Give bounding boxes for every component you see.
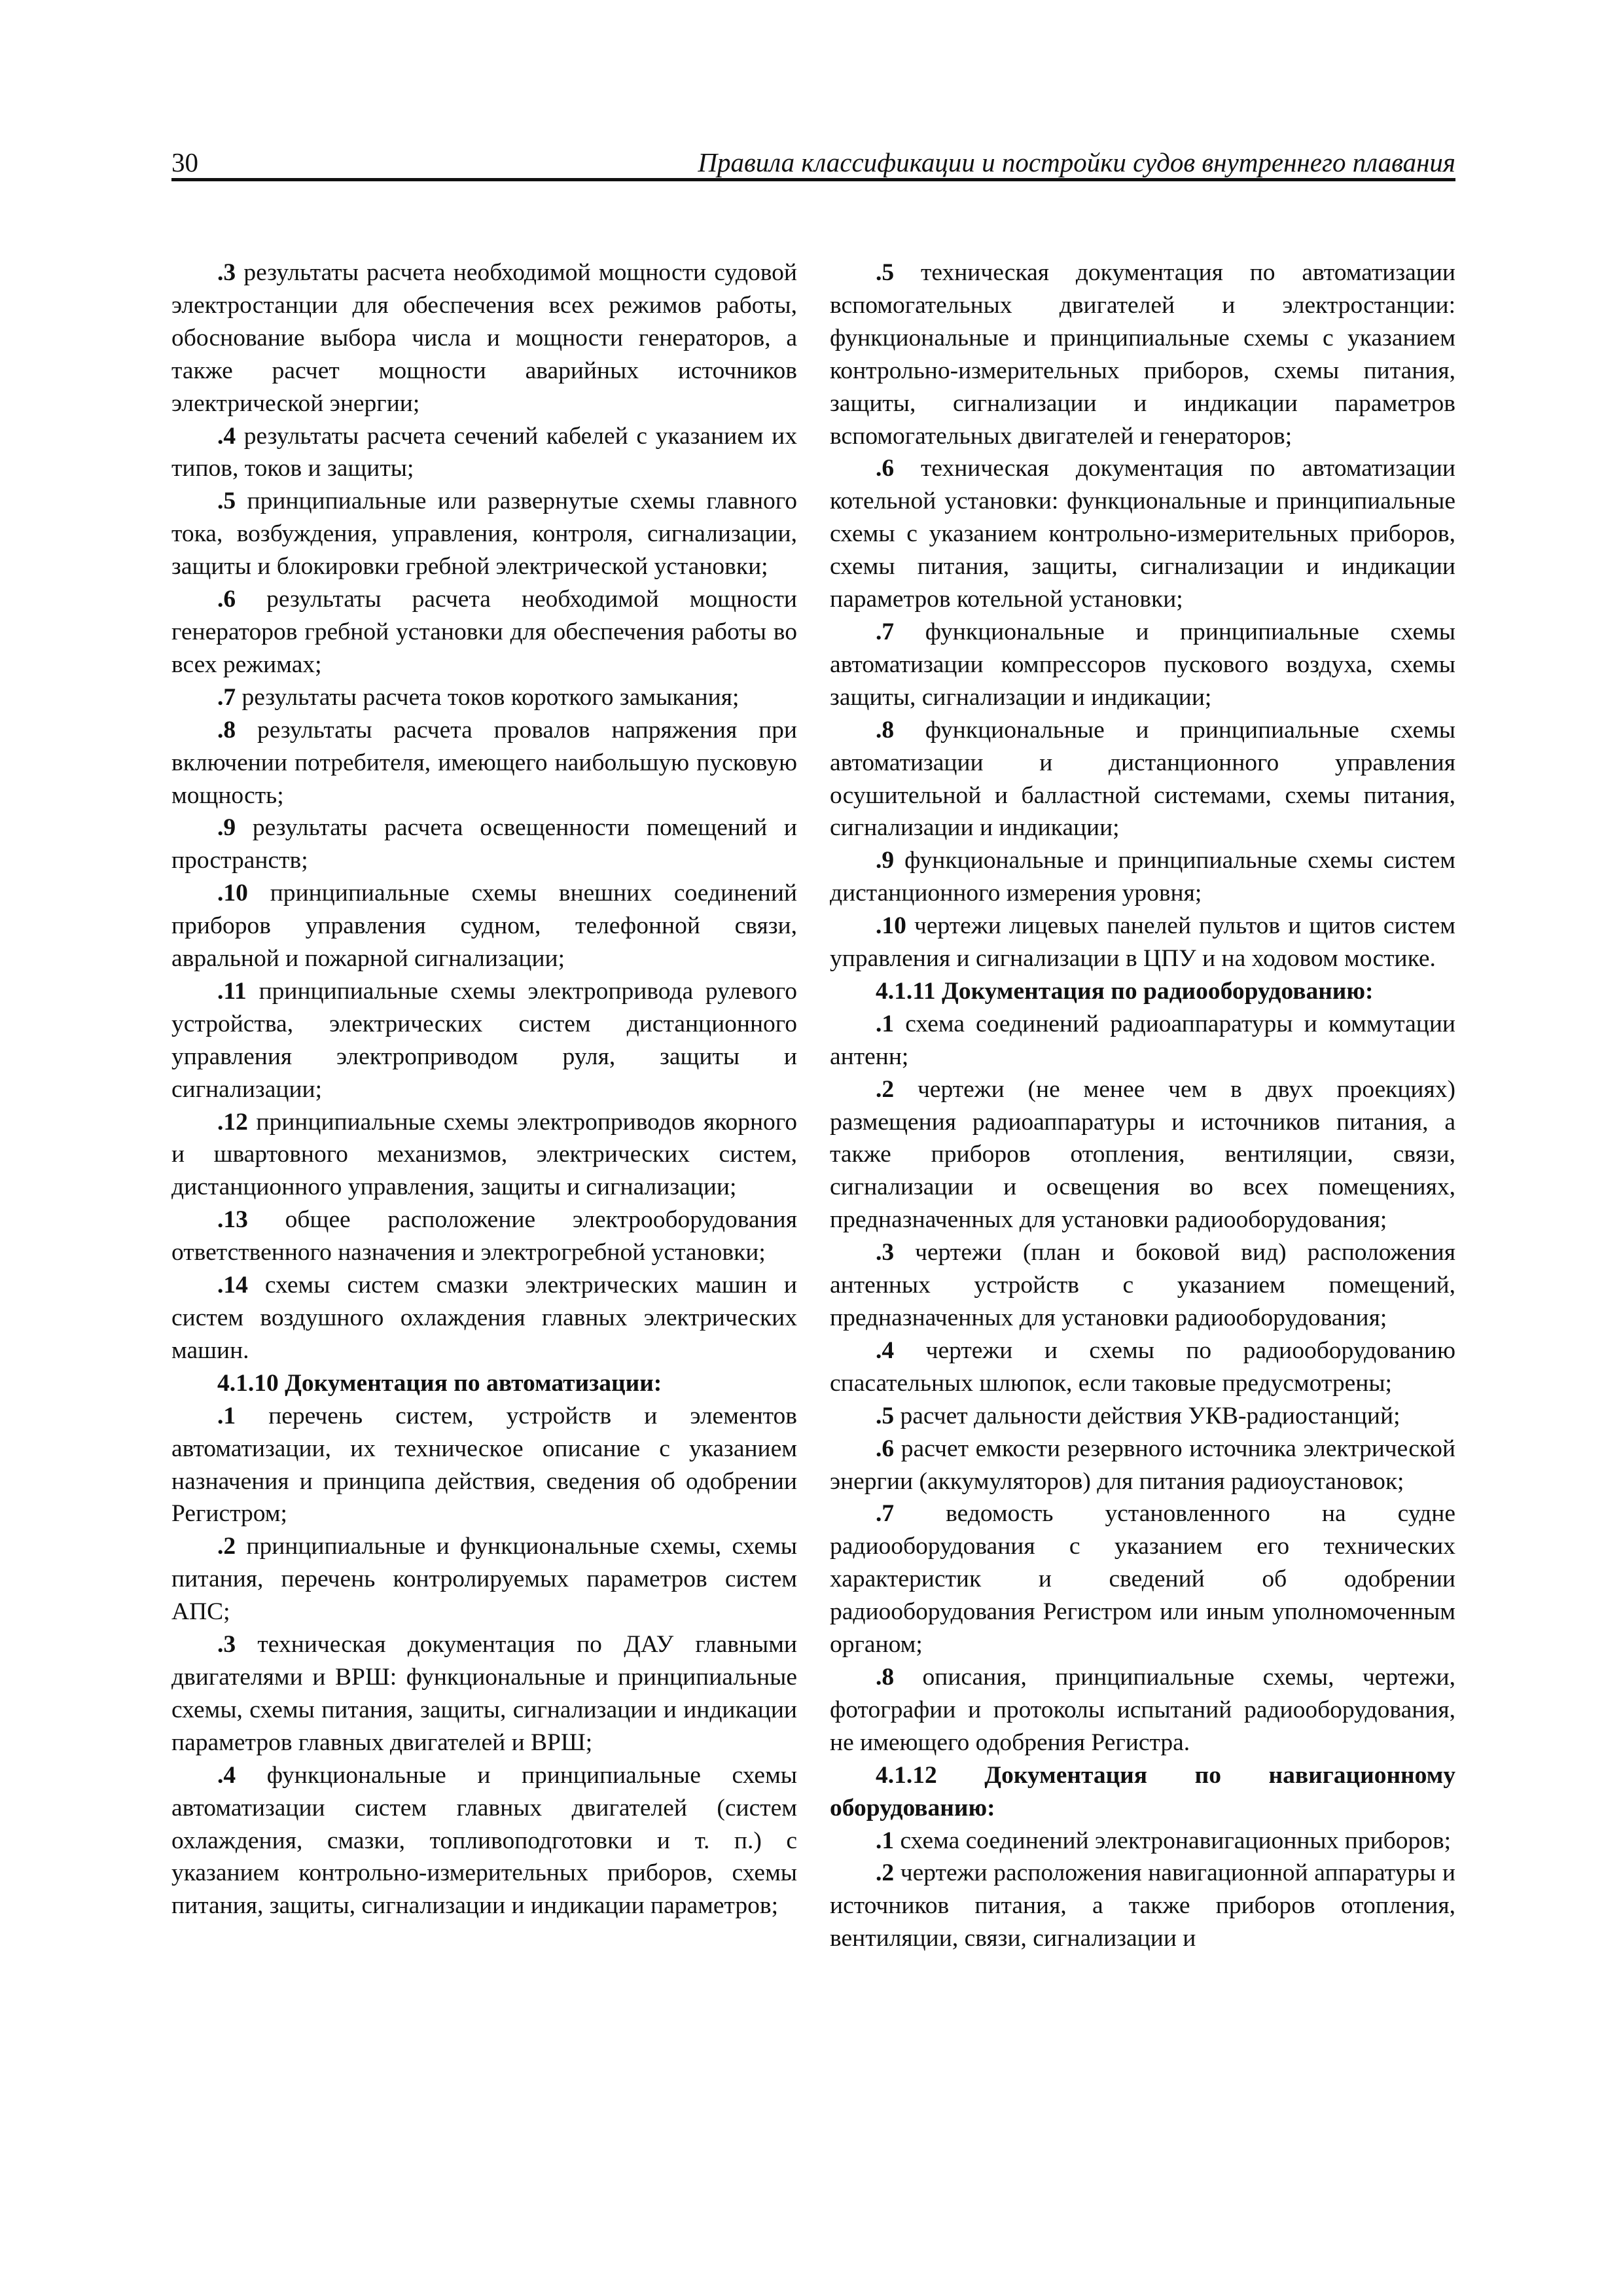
item-text: расчет емкости резервного источника электрической энергии (аккумуляторов) для питания радиоустановок;: [830, 1435, 1455, 1495]
list-item: [830, 714, 1455, 845]
item-number: .11: [217, 977, 247, 1005]
item-text: чертежи и схемы по радиооборудованию спасательных шлюпок, если таковые предусмотрены;: [830, 1336, 1455, 1397]
item-number: .3: [217, 1631, 236, 1659]
item-number: .6: [876, 1435, 895, 1462]
header-rule: [171, 178, 1455, 181]
list-item: [171, 420, 797, 486]
list-item: [171, 681, 797, 714]
item-number: .4: [217, 1761, 236, 1789]
item-text: чертежи (план и боковой вид) расположения антенных устройств с указанием помещений, предназначенных для установки радиооборудования;: [830, 1239, 1455, 1331]
list-item: [830, 257, 1455, 452]
section-heading: 4.1.11 Документация по радиооборудованию:: [876, 977, 1374, 1005]
item-number: .7: [876, 1500, 895, 1528]
item-text: функциональные и принципиальные схемы систем дистанционного измерения уровня;: [830, 847, 1455, 907]
item-text: результаты расчета провалов напряжения при включении потребителя, имеющего наибольшую пусковую мощность;: [171, 716, 797, 809]
list-item: [830, 910, 1455, 975]
item-number: .6: [876, 455, 895, 482]
list-item: [830, 1433, 1455, 1498]
item-number: .14: [217, 1272, 248, 1299]
list-item: [171, 1530, 797, 1628]
list-item: [171, 1106, 797, 1204]
item-number: .4: [217, 422, 236, 450]
item-text: ведомость установленного на судне радиооборудования с указанием его технических характеристик и сведений об одобрении радиооборудования Регистром или иным уполномоченным органом;: [830, 1500, 1455, 1659]
item-number: .4: [876, 1336, 895, 1364]
item-number: .2: [876, 1859, 895, 1887]
item-number: .1: [876, 1010, 895, 1037]
item-number: .1: [217, 1402, 236, 1429]
item-number: .8: [217, 716, 236, 744]
item-number: .13: [217, 1206, 248, 1234]
list-item: [830, 1236, 1455, 1335]
left-column: [171, 257, 797, 1922]
item-text: схема соединений электронавигационных приборов;: [894, 1827, 1452, 1854]
item-text: расчет дальности действия УКВ-радиостанций;: [894, 1402, 1400, 1429]
item-text: результаты расчета токов короткого замыкания;: [236, 683, 740, 711]
item-text: функциональные и принципиальные схемы автоматизации систем главных двигателей (систем охлаждения, смазки, топливоподготовки и т. п.) с указанием контрольно-измерительных приборов, схемы питания, защиты, сигнализации и индикации параметров;: [171, 1761, 797, 1920]
list-item: [830, 844, 1455, 910]
item-text: результаты расчета сечений кабелей с указанием их типов, токов и защиты;: [171, 422, 797, 482]
list-item: [171, 1204, 797, 1269]
item-number: .9: [876, 847, 895, 874]
item-text: результаты расчета необходимой мощности генераторов гребной установки для обеспечения работы во всех режимах;: [171, 586, 797, 678]
right-column: [830, 257, 1455, 1955]
item-number: .3: [876, 1239, 895, 1266]
running-title: Правила классификации и постройки судов внутреннего плавания: [698, 147, 1455, 177]
list-item: [171, 1400, 797, 1531]
list-item: [830, 1857, 1455, 1955]
item-text: описания, принципиальные схемы, чертежи, фотографии и протоколы испытаний радиооборудования, не имеющего одобрения Регистра.: [830, 1663, 1455, 1756]
list-item: [830, 1825, 1455, 1857]
item-number: .5: [876, 259, 895, 286]
list-item: [830, 1661, 1455, 1759]
page-header: [171, 145, 1455, 179]
item-text: чертежи лицевых панелей пультов и щитов систем управления и сигнализации в ЦПУ и на ходовом мостике.: [830, 912, 1455, 973]
item-number: .10: [217, 880, 248, 907]
item-text: функциональные и принципиальные схемы автоматизации и дистанционного управления осушительной и балластной системами, схемы питания, сигнализации и индикации;: [830, 716, 1455, 842]
item-number: .5: [876, 1402, 895, 1429]
list-item: [171, 485, 797, 583]
item-text: чертежи (не менее чем в двух проекциях) размещения радиоаппаратуры и источников питания, а также приборов отопления, вентиляции, связи, сигнализации и освещения во всех помещениях, предназначенных для установки радиооборудования;: [830, 1075, 1455, 1234]
item-text: функциональные и принципиальные схемы автоматизации компрессоров пускового воздуха, схемы защиты, сигнализации и индикации;: [830, 618, 1455, 711]
list-item: [171, 975, 797, 1106]
item-text: общее расположение электрооборудования ответственного назначения и электрогребной установки;: [171, 1206, 797, 1266]
item-number: .7: [876, 618, 895, 645]
item-text: перечень систем, устройств и элементов автоматизации, их техническое описание с указанием назначения и принципа действия, сведения об одобрении Регистром;: [171, 1402, 797, 1528]
item-text: результаты расчета освещенности помещений и пространств;: [171, 814, 797, 874]
item-number: .5: [217, 488, 236, 515]
item-number: .10: [876, 912, 906, 940]
list-item: [171, 583, 797, 681]
item-text: чертежи расположения навигационной аппаратуры и источников питания, а также приборов отопления, вентиляции, связи, сигнализации и: [830, 1859, 1455, 1952]
item-number: .8: [876, 1663, 895, 1691]
list-item: [171, 1628, 797, 1759]
list-item: [171, 714, 797, 812]
item-number: .6: [217, 586, 236, 613]
item-number: .3: [217, 259, 236, 286]
item-text: принципиальные и функциональные схемы, схемы питания, перечень контролируемых параметров систем АПС;: [171, 1533, 797, 1626]
list-item: [830, 1400, 1455, 1433]
section-heading: 4.1.10 Документация по автоматизации:: [217, 1369, 662, 1397]
list-item: [171, 257, 797, 420]
item-text: схемы систем смазки электрических машин и систем воздушного охлаждения главных электрических машин.: [171, 1272, 797, 1364]
item-number: .1: [876, 1827, 895, 1854]
item-text: техническая документация по автоматизации котельной установки: функциональные и принципиальные схемы с указанием контрольно-измерительных приборов, схемы питания, защиты, сигнализации и индикации параметров котельной установки;: [830, 455, 1455, 613]
list-item: [171, 1269, 797, 1367]
item-text: принципиальные схемы электроприводов якорного и швартовного механизмов, электрических систем, дистанционного управления, защиты и сигнализации;: [171, 1108, 797, 1201]
item-text: принципиальные схемы внешних соединений приборов управления судном, телефонной связи, авральной и пожарной сигнализации;: [171, 880, 797, 973]
item-text: результаты расчета необходимой мощности судовой электростанции для обеспечения всех режимов работы, обоснование выбора числа и мощности генераторов, а также расчет мощности аварийных источников электрической энергии;: [171, 259, 797, 417]
item-text: техническая документация по автоматизации вспомогательных двигателей и электростанции: функциональные и принципиальные схемы с указанием контрольно-измерительных приборов, схемы питания, защиты, сигнализации и индикации параметров вспомогательных двигателей и генераторов;: [830, 259, 1455, 450]
item-number: .2: [217, 1533, 236, 1560]
item-number: .7: [217, 683, 236, 711]
list-item: [171, 812, 797, 877]
item-text: техническая документация по ДАУ главными двигателями и ВРШ: функциональные и принципиальные схемы, схемы питания, защиты, сигнализации и индикации параметров главных двигателей и ВРШ;: [171, 1631, 797, 1756]
list-item: [171, 1759, 797, 1923]
page-number: 30: [171, 147, 198, 177]
item-number: .8: [876, 716, 895, 744]
list-item: [830, 452, 1455, 616]
item-text: принципиальные схемы электропривода рулевого устройства, электрических систем дистанционного управления электроприводом руля, защиты и сигнализации;: [171, 977, 797, 1103]
item-text: схема соединений радиоаппаратуры и коммутации антенн;: [830, 1010, 1455, 1070]
item-number: .9: [217, 814, 236, 842]
item-text: принципиальные или развернутые схемы главного тока, возбуждения, управления, контроля, сигнализации, защиты и блокировки гребной электрической установки;: [171, 488, 797, 581]
list-item: [830, 1498, 1455, 1661]
list-item: [830, 1335, 1455, 1400]
section-heading: 4.1.12 Документация по навигационному оборудованию:: [830, 1761, 1455, 1821]
item-number: .12: [217, 1108, 248, 1136]
list-item: [830, 1008, 1455, 1073]
list-item: [830, 1073, 1455, 1237]
list-item: [830, 616, 1455, 714]
item-number: .2: [876, 1075, 895, 1103]
list-item: [171, 877, 797, 975]
